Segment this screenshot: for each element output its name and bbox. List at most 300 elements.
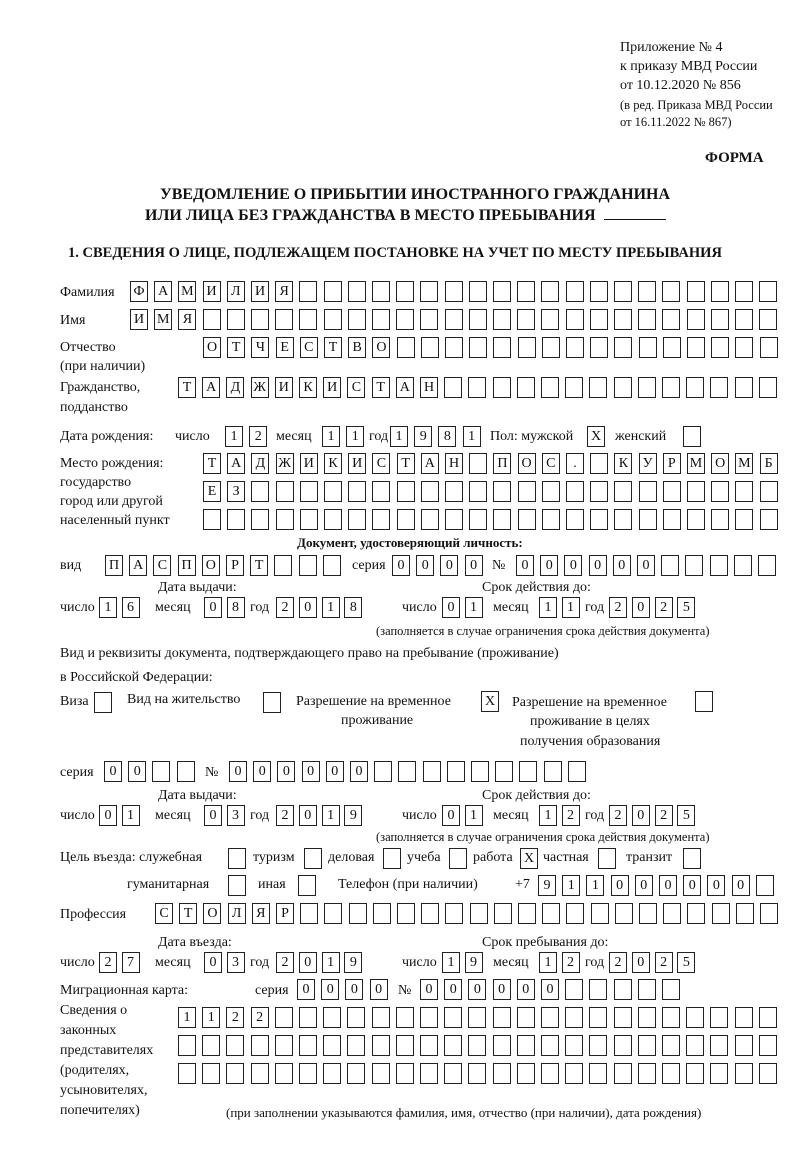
stay-number-cell[interactable] [423, 761, 441, 782]
birth-place-cell[interactable]: Н [445, 453, 463, 474]
id-series-cell[interactable]: 0 [465, 555, 483, 576]
id_valid-year-cell[interactable]: 2 [609, 597, 627, 618]
name-cell[interactable] [445, 309, 463, 330]
surname-cell[interactable] [638, 281, 656, 302]
birth-place-cell[interactable] [469, 453, 487, 474]
mig-number-cell[interactable] [565, 979, 583, 1000]
representatives-cell[interactable] [686, 1063, 704, 1084]
representatives-cell[interactable] [517, 1035, 535, 1056]
birth-place-cell[interactable] [760, 481, 778, 502]
surname-cell[interactable] [299, 281, 317, 302]
stay_issue-month-cell[interactable]: 0 [204, 805, 222, 826]
patronymic-cell[interactable] [493, 337, 511, 358]
surname-cell[interactable] [372, 281, 390, 302]
profession-cell[interactable]: Т [179, 903, 197, 924]
id-number-cell[interactable]: 0 [564, 555, 582, 576]
patronymic-cell[interactable]: О [372, 337, 390, 358]
stay_valid-year-cell[interactable]: 2 [655, 805, 673, 826]
representatives-cell[interactable] [372, 1035, 390, 1056]
mig-number-cell[interactable]: 0 [493, 979, 511, 1000]
patronymic-cell[interactable] [518, 337, 536, 358]
stay_until-month-cell[interactable]: 1 [539, 952, 557, 973]
purpose-official-checkbox[interactable] [228, 848, 246, 869]
surname-cell[interactable] [541, 281, 559, 302]
mig-number-cell[interactable]: 0 [420, 979, 438, 1000]
birth-month-cell[interactable]: 1 [346, 426, 364, 447]
representatives-cell[interactable] [662, 1063, 680, 1084]
representatives-cell[interactable] [662, 1007, 680, 1028]
birth-place-cell[interactable] [566, 481, 584, 502]
birth-place-cell[interactable] [639, 481, 657, 502]
surname-cell[interactable] [711, 281, 729, 302]
purpose-transit-checkbox[interactable] [683, 848, 701, 869]
name-cell[interactable] [251, 309, 269, 330]
birth-place-cell[interactable] [687, 481, 705, 502]
birth-place-cell[interactable]: К [614, 453, 632, 474]
citizenship-cell[interactable] [589, 377, 607, 398]
birth-place-cell[interactable] [760, 509, 778, 530]
birth-place-cell[interactable]: К [324, 453, 342, 474]
mig-number-cell[interactable] [638, 979, 656, 1000]
representatives-cell[interactable] [565, 1063, 583, 1084]
name-cell[interactable] [396, 309, 414, 330]
representatives-cell[interactable] [710, 1035, 728, 1056]
stay-number-cell[interactable] [471, 761, 489, 782]
surname-cell[interactable] [687, 281, 705, 302]
id-series-cell[interactable]: 0 [440, 555, 458, 576]
birth-year-cell[interactable]: 9 [414, 426, 432, 447]
birth-place-cell[interactable] [518, 481, 536, 502]
patronymic-cell[interactable] [639, 337, 657, 358]
birth-place-cell[interactable] [687, 509, 705, 530]
stay_issue-year-cell[interactable]: 1 [322, 805, 340, 826]
surname-cell[interactable] [493, 281, 511, 302]
citizenship-cell[interactable]: Т [178, 377, 196, 398]
stay_until-month-cell[interactable]: 2 [562, 952, 580, 973]
id_valid-month-cell[interactable]: 1 [539, 597, 557, 618]
representatives-cell[interactable] [444, 1063, 462, 1084]
birth-place-cell[interactable]: С [372, 453, 390, 474]
birth-place-cell[interactable] [711, 481, 729, 502]
id-number-cell[interactable]: 0 [613, 555, 631, 576]
id-series-cell[interactable]: 0 [392, 555, 410, 576]
birth-place-cell[interactable] [518, 509, 536, 530]
profession-cell[interactable]: С [155, 903, 173, 924]
profession-cell[interactable] [542, 903, 560, 924]
entry-year-cell[interactable]: 2 [276, 952, 294, 973]
birth-place-cell[interactable]: З [227, 481, 245, 502]
representatives-cell[interactable] [589, 1007, 607, 1028]
stay-number-cell[interactable]: 0 [326, 761, 344, 782]
birth-place-cell[interactable] [566, 509, 584, 530]
representatives-cell[interactable]: 2 [251, 1007, 269, 1028]
stay_valid-year-cell[interactable]: 0 [632, 805, 650, 826]
id-number-cell[interactable] [710, 555, 728, 576]
surname-cell[interactable] [469, 281, 487, 302]
representatives-cell[interactable] [444, 1035, 462, 1056]
mig-number-cell[interactable]: 0 [444, 979, 462, 1000]
id-number-cell[interactable]: 0 [589, 555, 607, 576]
patronymic-cell[interactable] [445, 337, 463, 358]
profession-cell[interactable] [591, 903, 609, 924]
birth-place-cell[interactable]: И [348, 453, 366, 474]
surname-cell[interactable] [445, 281, 463, 302]
representatives-cell[interactable] [420, 1063, 438, 1084]
id-number-cell[interactable] [685, 555, 703, 576]
purpose-private-checkbox[interactable] [598, 848, 616, 869]
stay_issue-year-cell[interactable]: 0 [299, 805, 317, 826]
representatives-cell[interactable] [662, 1035, 680, 1056]
patronymic-cell[interactable]: С [300, 337, 318, 358]
stay-number-cell[interactable] [374, 761, 392, 782]
birth-place-cell[interactable] [421, 481, 439, 502]
surname-cell[interactable] [614, 281, 632, 302]
name-cell[interactable] [275, 309, 293, 330]
citizenship-cell[interactable] [614, 377, 632, 398]
profession-cell[interactable] [663, 903, 681, 924]
phone-cell[interactable]: 0 [611, 875, 629, 896]
phone-cell[interactable]: 0 [707, 875, 725, 896]
birth-place-cell[interactable] [203, 509, 221, 530]
profession-cell[interactable] [397, 903, 415, 924]
representatives-cell[interactable] [493, 1007, 511, 1028]
birth-place-cell[interactable]: Б [760, 453, 778, 474]
citizenship-cell[interactable] [662, 377, 680, 398]
profession-cell[interactable] [421, 903, 439, 924]
name-cell[interactable] [711, 309, 729, 330]
patronymic-cell[interactable]: Т [227, 337, 245, 358]
surname-cell[interactable] [759, 281, 777, 302]
id-number-cell[interactable]: 0 [540, 555, 558, 576]
representatives-cell[interactable] [493, 1063, 511, 1084]
id_issue-month-cell[interactable]: 0 [204, 597, 222, 618]
surname-cell[interactable]: А [154, 281, 172, 302]
representatives-cell[interactable] [202, 1035, 220, 1056]
representatives-cell[interactable] [444, 1007, 462, 1028]
representatives-cell[interactable] [638, 1063, 656, 1084]
name-cell[interactable] [541, 309, 559, 330]
patronymic-cell[interactable] [711, 337, 729, 358]
profession-cell[interactable] [615, 903, 633, 924]
citizenship-cell[interactable]: Д [226, 377, 244, 398]
name-cell[interactable] [638, 309, 656, 330]
citizenship-cell[interactable] [759, 377, 777, 398]
stay_until-year-cell[interactable]: 2 [609, 952, 627, 973]
residence-checkbox[interactable] [263, 692, 281, 713]
representatives-cell[interactable] [420, 1007, 438, 1028]
purpose-study-checkbox[interactable] [449, 848, 467, 869]
birth-place-cell[interactable] [614, 509, 632, 530]
representatives-cell[interactable] [226, 1035, 244, 1056]
birth-place-cell[interactable] [493, 509, 511, 530]
citizenship-cell[interactable]: К [299, 377, 317, 398]
birth-place-cell[interactable]: О [518, 453, 536, 474]
stay_issue-year-cell[interactable]: 2 [276, 805, 294, 826]
representatives-cell[interactable] [493, 1035, 511, 1056]
id-kind-cell[interactable]: С [153, 555, 171, 576]
stay-number-cell[interactable] [544, 761, 562, 782]
stay_until-day-cell[interactable]: 1 [442, 952, 460, 973]
birth-place-cell[interactable] [445, 481, 463, 502]
mig-number-cell[interactable]: 0 [517, 979, 535, 1000]
profession-cell[interactable]: Я [252, 903, 270, 924]
representatives-cell[interactable] [226, 1063, 244, 1084]
citizenship-cell[interactable]: Т [372, 377, 390, 398]
patronymic-cell[interactable] [566, 337, 584, 358]
profession-cell[interactable] [300, 903, 318, 924]
representatives-cell[interactable] [323, 1007, 341, 1028]
birth-place-cell[interactable] [469, 509, 487, 530]
patronymic-cell[interactable] [687, 337, 705, 358]
id_issue-month-cell[interactable]: 8 [227, 597, 245, 618]
purpose-business-checkbox[interactable] [383, 848, 401, 869]
name-cell[interactable] [566, 309, 584, 330]
birth-place-cell[interactable]: М [687, 453, 705, 474]
citizenship-cell[interactable]: И [323, 377, 341, 398]
stay-number-cell[interactable]: 0 [302, 761, 320, 782]
birth-place-cell[interactable]: Д [251, 453, 269, 474]
birth-place-cell[interactable] [324, 481, 342, 502]
surname-cell[interactable] [735, 281, 753, 302]
citizenship-cell[interactable] [735, 377, 753, 398]
birth-place-cell[interactable]: Т [203, 453, 221, 474]
name-cell[interactable] [687, 309, 705, 330]
entry-year-cell[interactable]: 9 [344, 952, 362, 973]
stay-number-cell[interactable]: 0 [350, 761, 368, 782]
birth-place-cell[interactable] [663, 509, 681, 530]
representatives-cell[interactable] [541, 1035, 559, 1056]
name-cell[interactable] [493, 309, 511, 330]
representatives-cell[interactable] [589, 1063, 607, 1084]
name-cell[interactable]: М [154, 309, 172, 330]
purpose-work-checkbox[interactable]: X [520, 848, 538, 869]
id-kind-cell[interactable]: О [202, 555, 220, 576]
birth-month-cell[interactable]: 1 [322, 426, 340, 447]
representatives-cell[interactable] [735, 1007, 753, 1028]
representatives-cell[interactable] [759, 1007, 777, 1028]
entry-month-cell[interactable]: 0 [204, 952, 222, 973]
id-number-cell[interactable]: 0 [637, 555, 655, 576]
representatives-cell[interactable] [299, 1035, 317, 1056]
id-number-cell[interactable] [734, 555, 752, 576]
stay_issue-month-cell[interactable]: 3 [227, 805, 245, 826]
patronymic-cell[interactable]: О [203, 337, 221, 358]
name-cell[interactable] [517, 309, 535, 330]
temp-residence-edu-checkbox[interactable] [695, 691, 713, 712]
stay-number-cell[interactable] [519, 761, 537, 782]
surname-cell[interactable]: И [203, 281, 221, 302]
profession-cell[interactable]: О [203, 903, 221, 924]
name-cell[interactable] [614, 309, 632, 330]
id-number-cell[interactable] [661, 555, 679, 576]
id-kind-cell[interactable]: Р [226, 555, 244, 576]
representatives-cell[interactable] [759, 1063, 777, 1084]
phone-cell[interactable] [756, 875, 774, 896]
birth-place-cell[interactable] [639, 509, 657, 530]
purpose-humanitarian-checkbox[interactable] [228, 875, 246, 896]
name-cell[interactable] [372, 309, 390, 330]
citizenship-cell[interactable]: С [347, 377, 365, 398]
id_issue-day-cell[interactable]: 6 [122, 597, 140, 618]
profession-cell[interactable] [373, 903, 391, 924]
birth-place-cell[interactable] [348, 481, 366, 502]
birth-place-cell[interactable] [590, 453, 608, 474]
stay-series-cell[interactable]: 0 [104, 761, 122, 782]
birth-place-cell[interactable]: Р [663, 453, 681, 474]
citizenship-cell[interactable] [686, 377, 704, 398]
representatives-cell[interactable] [420, 1035, 438, 1056]
birth-place-cell[interactable] [590, 509, 608, 530]
birth-place-cell[interactable] [493, 481, 511, 502]
id-kind-cell[interactable]: П [178, 555, 196, 576]
male-checkbox[interactable]: X [587, 426, 605, 447]
birth-place-cell[interactable]: А [227, 453, 245, 474]
profession-cell[interactable]: Л [228, 903, 246, 924]
representatives-cell[interactable] [251, 1035, 269, 1056]
representatives-cell[interactable] [710, 1007, 728, 1028]
phone-cell[interactable]: 9 [538, 875, 556, 896]
citizenship-cell[interactable] [710, 377, 728, 398]
representatives-cell[interactable] [299, 1063, 317, 1084]
birth-day-cell[interactable]: 1 [225, 426, 243, 447]
stay_valid-month-cell[interactable]: 1 [539, 805, 557, 826]
entry-day-cell[interactable]: 7 [122, 952, 140, 973]
surname-cell[interactable]: Ф [130, 281, 148, 302]
profession-cell[interactable] [324, 903, 342, 924]
representatives-cell[interactable] [299, 1007, 317, 1028]
representatives-cell[interactable] [178, 1035, 196, 1056]
id-number-cell[interactable]: 0 [516, 555, 534, 576]
birth-place-cell[interactable] [300, 481, 318, 502]
stay-number-cell[interactable]: 0 [253, 761, 271, 782]
representatives-cell[interactable] [202, 1063, 220, 1084]
profession-cell[interactable] [518, 903, 536, 924]
birth-place-cell[interactable]: Ж [276, 453, 294, 474]
mig-number-cell[interactable] [614, 979, 632, 1000]
birth-place-cell[interactable] [542, 481, 560, 502]
birth-place-cell[interactable]: А [421, 453, 439, 474]
representatives-cell[interactable] [468, 1063, 486, 1084]
representatives-cell[interactable] [468, 1007, 486, 1028]
representatives-cell[interactable] [396, 1035, 414, 1056]
surname-cell[interactable] [324, 281, 342, 302]
birth-year-cell[interactable]: 8 [438, 426, 456, 447]
patronymic-cell[interactable]: В [348, 337, 366, 358]
representatives-cell[interactable] [275, 1035, 293, 1056]
birth-place-cell[interactable]: П [493, 453, 511, 474]
id-number-cell[interactable] [758, 555, 776, 576]
mig-series-cell[interactable]: 0 [370, 979, 388, 1000]
birth-place-cell[interactable]: У [639, 453, 657, 474]
birth-place-cell[interactable] [711, 509, 729, 530]
patronymic-cell[interactable] [542, 337, 560, 358]
mig-series-cell[interactable]: 0 [297, 979, 315, 1000]
id_valid-day-cell[interactable]: 0 [442, 597, 460, 618]
name-cell[interactable] [469, 309, 487, 330]
id-kind-cell[interactable]: Т [250, 555, 268, 576]
birth-place-cell[interactable] [372, 481, 390, 502]
patronymic-cell[interactable] [590, 337, 608, 358]
surname-cell[interactable]: Я [275, 281, 293, 302]
patronymic-cell[interactable] [397, 337, 415, 358]
birth-place-cell[interactable] [227, 509, 245, 530]
representatives-cell[interactable] [614, 1035, 632, 1056]
mig-number-cell[interactable]: 0 [541, 979, 559, 1000]
stay_valid-year-cell[interactable]: 2 [609, 805, 627, 826]
patronymic-cell[interactable]: Т [324, 337, 342, 358]
name-cell[interactable] [324, 309, 342, 330]
phone-cell[interactable]: 0 [732, 875, 750, 896]
birth-place-cell[interactable] [469, 481, 487, 502]
stay-number-cell[interactable] [568, 761, 586, 782]
stay-number-cell[interactable] [447, 761, 465, 782]
representatives-cell[interactable] [468, 1035, 486, 1056]
id_valid-year-cell[interactable]: 2 [655, 597, 673, 618]
surname-cell[interactable] [517, 281, 535, 302]
name-cell[interactable] [227, 309, 245, 330]
birth-place-cell[interactable] [735, 509, 753, 530]
birth-place-cell[interactable] [445, 509, 463, 530]
entry-day-cell[interactable]: 2 [99, 952, 117, 973]
birth-place-cell[interactable] [276, 481, 294, 502]
representatives-cell[interactable] [347, 1007, 365, 1028]
representatives-cell[interactable] [275, 1007, 293, 1028]
citizenship-cell[interactable] [638, 377, 656, 398]
representatives-cell[interactable] [735, 1035, 753, 1056]
id-kind-cell[interactable]: А [129, 555, 147, 576]
profession-cell[interactable] [445, 903, 463, 924]
representatives-cell[interactable] [251, 1063, 269, 1084]
name-cell[interactable] [759, 309, 777, 330]
citizenship-cell[interactable]: Н [420, 377, 438, 398]
representatives-cell[interactable] [638, 1007, 656, 1028]
birth-place-cell[interactable]: И [300, 453, 318, 474]
birth-place-cell[interactable]: Е [203, 481, 221, 502]
purpose-other-checkbox[interactable] [298, 875, 316, 896]
stay-number-cell[interactable] [495, 761, 513, 782]
patronymic-cell[interactable] [760, 337, 778, 358]
representatives-cell[interactable] [275, 1063, 293, 1084]
birth-place-cell[interactable] [276, 509, 294, 530]
stay_issue-day-cell[interactable]: 1 [122, 805, 140, 826]
id_valid-month-cell[interactable]: 1 [562, 597, 580, 618]
id_issue-year-cell[interactable]: 0 [299, 597, 317, 618]
citizenship-cell[interactable] [493, 377, 511, 398]
stay_until-year-cell[interactable]: 5 [677, 952, 695, 973]
representatives-cell[interactable] [686, 1035, 704, 1056]
name-cell[interactable] [299, 309, 317, 330]
citizenship-cell[interactable]: А [396, 377, 414, 398]
stay_until-day-cell[interactable]: 9 [465, 952, 483, 973]
birth-place-cell[interactable]: С [542, 453, 560, 474]
stay-number-cell[interactable] [398, 761, 416, 782]
profession-cell[interactable] [639, 903, 657, 924]
birth-place-cell[interactable]: Т [397, 453, 415, 474]
profession-cell[interactable] [566, 903, 584, 924]
representatives-cell[interactable] [347, 1063, 365, 1084]
profession-cell[interactable] [687, 903, 705, 924]
place-type-blank[interactable] [604, 205, 666, 220]
id_issue-year-cell[interactable]: 1 [322, 597, 340, 618]
stay-series-cell[interactable] [152, 761, 170, 782]
representatives-cell[interactable] [565, 1035, 583, 1056]
mig-number-cell[interactable] [589, 979, 607, 1000]
stay-series-cell[interactable]: 0 [128, 761, 146, 782]
visa-checkbox[interactable] [94, 692, 112, 713]
representatives-cell[interactable] [372, 1007, 390, 1028]
id_valid-day-cell[interactable]: 1 [465, 597, 483, 618]
birth-day-cell[interactable]: 2 [249, 426, 267, 447]
